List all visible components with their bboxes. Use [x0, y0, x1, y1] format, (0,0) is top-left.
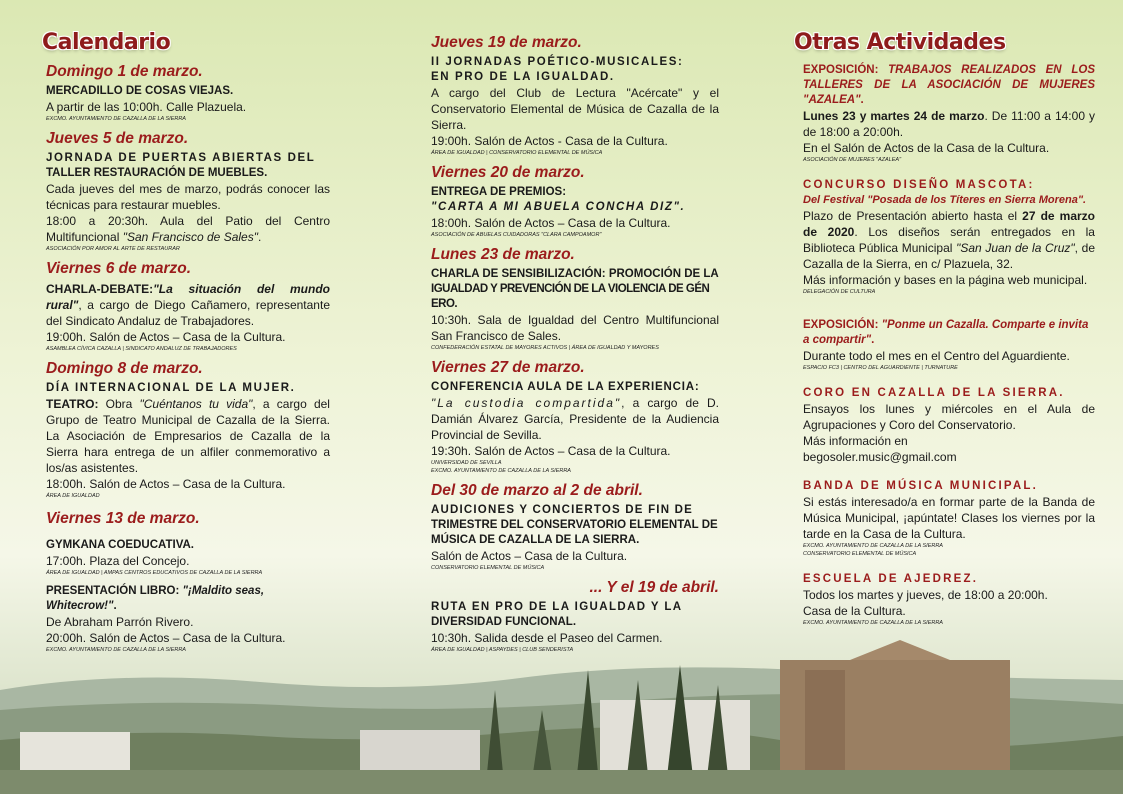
activity-title: ESCUELA DE AJEDREZ. — [803, 573, 979, 585]
label: EXPOSICIÓN: — [803, 319, 879, 331]
event-time-place: 19:00h. Salón de Actos – Casa de la Cultura. — [46, 330, 286, 344]
activity-body: Si estás interesado/a en formar parte de la Banda de Música Municipal, ¡apúntate! Clases los viernes por la tarde en la Casa de la Cultura. — [803, 495, 1095, 541]
event-organizer: ÁREA DE IGUALDAD | AMPAS CENTROS EDUCATIVOS DE CAZALLA DE LA SIERRA — [46, 570, 263, 576]
event-time-place: Salón de Actos – Casa de la Cultura. — [431, 549, 628, 563]
subtitle: "Ponme un Cazalla. Comparte e invita a compartir" — [803, 319, 1089, 346]
event-charla-debate — [38, 260, 330, 353]
teatro-label: TEATRO: — [46, 397, 99, 411]
conference-topic: "La custodia compartida" — [431, 396, 622, 410]
activity-info: Más información y bases en la página web municipal. — [803, 273, 1088, 287]
event-title: JORNADA DE PUERTAS ABIERTAS DEL — [46, 152, 316, 164]
activity-title: BANDA DE MÚSICA MUNICIPAL. — [803, 480, 1039, 492]
event-organizer: ÁREA DE IGUALDAD | CONSERVATORIO ELEMENTAL DE MÚSICA — [431, 150, 603, 156]
event-charla-sensibilizacion — [423, 246, 719, 352]
event-body — [46, 396, 330, 476]
event-organizer-2: EXCMO. AYUNTAMIENTO DE CAZALLA DE LA SIERRA — [431, 468, 571, 474]
activity-info: Más información en — [803, 434, 908, 448]
activity-place: Casa de la Cultura. — [803, 604, 906, 618]
event-entrega-premios — [423, 164, 719, 239]
venue-name: "San Francisco de Sales" — [122, 230, 258, 244]
event-presentacion-libro — [38, 584, 330, 654]
landscape-illustration — [0, 640, 1123, 794]
hours: . De 11:00 a 14:00 y de 18:00 a 20:00h. — [803, 109, 1095, 139]
event-date: Viernes 20 de marzo. — [431, 164, 585, 181]
event-time-place: 19:00h. Salón de Actos - Casa de la Cultura. — [431, 134, 668, 148]
event-date: ... Y el 19 de abril. — [589, 579, 719, 596]
activity-organizer-2: CONSERVATORIO ELEMENTAL DE MÚSICA — [803, 551, 917, 557]
event-title: CONFERENCIA AULA DE LA EXPERIENCIA: — [431, 381, 700, 393]
event-title: RUTA EN PRO DE LA IGUALDAD Y LA — [431, 601, 683, 613]
calendar-heading: Calendario — [42, 30, 171, 55]
event-organizer: ASOCIACIÓN DE ABUELAS CUIDADORAS "CLARA CAMPOAMOR" — [431, 232, 602, 238]
activity-title — [803, 63, 1095, 108]
text: , a cargo del Grupo de Teatro Municipal de Cazalla de la Sierra. La Asociación de Empresarios de Cazalla de la Sierra hara entrega de un alfiler conmemorativo a los/as asistentes. — [46, 397, 330, 475]
text: Obra — [98, 397, 140, 411]
period: . — [871, 334, 875, 346]
event-time-place: 19:30h. Salón de Actos – Casa de la Cultura. — [431, 444, 671, 458]
event-date: Domingo 8 de marzo. — [46, 360, 203, 377]
event-time: 18:00 a 20:30h. Aula del Patio del Centro Multifuncional — [46, 214, 330, 244]
calendar-column-1 — [38, 30, 330, 661]
event-date: Viernes 6 de marzo. — [46, 260, 192, 277]
activity-title: CONCURSO DISEÑO MASCOTA: — [803, 179, 1035, 191]
event-date: Viernes 27 de marzo. — [431, 359, 585, 376]
contact-email-link[interactable]: begosoler.music@gmail.com — [803, 450, 957, 464]
event-time-place: 20:00h. Salón de Actos – Casa de la Cultura. — [46, 631, 286, 645]
activity-subtitle: Del Festival "Posada de los Títeres en Sierra Morena". — [803, 194, 1087, 206]
activity-body — [803, 208, 1095, 272]
event-title: AUDICIONES Y CONCIERTOS DE FIN DE — [431, 504, 693, 516]
activity-body: Ensayos los lunes y miércoles en el Aula de Agrupaciones y Coro del Conservatorio. — [803, 402, 1095, 432]
event-organizer: CONFEDERACIÓN ESTATAL DE MAYORES ACTIVOS | ÁREA DE IGUALDAD Y MAYORES — [431, 345, 659, 351]
activity-title: CORO EN CAZALLA DE LA SIERRA. — [803, 387, 1065, 399]
event-time-place: 10:30h. Salida desde el Paseo del Carmen. — [431, 631, 663, 645]
event-time-place: 18:00h. Salón de Actos – Casa de la Cultura. — [46, 477, 286, 491]
book-title: "¡Maldito seas, Whitecrow!" — [46, 585, 265, 612]
other-activities-column — [790, 30, 1095, 641]
event-ruta — [423, 579, 719, 654]
event-audiciones — [423, 482, 719, 572]
event-date: Viernes 13 de marzo. — [46, 510, 200, 527]
event-title-line2: TALLER RESTAURACIÓN DE MUEBLES. — [46, 167, 268, 179]
text: , de Cazalla de la Sierra, en c/ Plazuela, 32. — [803, 241, 1095, 271]
event-conferencia — [423, 359, 719, 475]
event-author: De Abraham Parrón Rivero. — [46, 615, 194, 629]
event-mercadillo — [38, 63, 330, 123]
event-title-line2: EN PRO DE LA IGUALDAD. — [431, 71, 615, 83]
text: Plazo de Presentación abierto hasta el — [803, 209, 1023, 223]
title-label: PRESENTACIÓN LIBRO: — [46, 585, 180, 597]
event-speaker: , a cargo de Diego Cañamero, representante del Sindicato Andaluz de Trabajadores. — [46, 298, 330, 328]
period: . — [113, 600, 117, 612]
event-title: II JORNADAS POÉTICO-MUSICALES: — [431, 56, 684, 68]
event-title-line2: DIVERSIDAD FUNCIONAL. — [431, 616, 577, 628]
event-title-line2: TRIMESTRE DEL CONSERVATORIO ELEMENTAL DE — [431, 519, 718, 531]
event-date: Del 30 de marzo al 2 de abril. — [431, 482, 643, 499]
other-activities-heading: Otras Actividades — [794, 30, 1006, 55]
event-body: 17:00h. Plaza del Concejo. — [46, 554, 190, 568]
activity-exposicion-azalea — [790, 63, 1095, 164]
activity-coro — [790, 386, 1095, 465]
event-date: Jueves 5 de marzo. — [46, 130, 189, 147]
event-organizer: ÁREA DE IGUALDAD — [46, 493, 100, 499]
event-taller-restauracion — [38, 130, 330, 253]
activity-title — [803, 318, 1095, 348]
activity-concurso-mascota — [790, 178, 1095, 296]
event-title — [46, 584, 330, 614]
activity-organizer: ESPACIO FC3 | CENTRO DEL AGUARDIENTE | TURNATURE — [803, 365, 958, 371]
date-range: Lunes 23 y martes 24 de marzo — [803, 109, 985, 123]
library-name: "San Juan de la Cruz" — [956, 241, 1075, 255]
activity-body: Durante todo el mes en el Centro del Aguardiente. — [803, 349, 1070, 363]
label: EXPOSICIÓN: — [803, 64, 879, 76]
activity-organizer: EXCMO. AYUNTAMIENTO DE CAZALLA DE LA SIERRA — [803, 620, 943, 626]
activity-banda — [790, 479, 1095, 558]
activity-place: En el Salón de Actos de la Casa de la Cultura. — [803, 141, 1050, 155]
deadline: 27 de marzo de 2020 — [803, 209, 1095, 239]
period: . — [257, 230, 262, 244]
event-organizer: EXCMO. AYUNTAMIENTO DE CAZALLA DE LA SIERRA — [46, 116, 186, 122]
event-topic: "La situación del mundo rural" — [46, 282, 330, 312]
event-title-line2: IGUALDAD Y PREVENCIÓN DE LA VIOLENCIA DE GÉN ERO. — [431, 283, 710, 310]
event-title: ENTREGA DE PREMIOS: — [431, 186, 567, 198]
event-body — [46, 281, 330, 329]
event-title: GYMKANA COEDUCATIVA. — [46, 539, 195, 551]
text: . Los diseños serán entregados en la Biblioteca Pública Municipal — [803, 225, 1095, 255]
event-date: Lunes 23 de marzo. — [431, 246, 575, 263]
activity-exposicion-cazalla — [790, 318, 1095, 372]
subtitle: TRABAJOS REALIZADOS EN LOS TALLERES DE LA ASOCIACIÓN DE MUJERES "AZALEA" — [803, 64, 1095, 106]
event-title: CHARLA DE SENSIBILIZACIÓN: PROMOCIÓN DE LA — [431, 268, 719, 280]
contest-name: "CARTA A MI ABUELA CONCHA DIZ". — [431, 201, 686, 213]
event-time-place: 10:30h. Sala de Igualdad del Centro Multifuncional San Francisco de Sales. — [431, 313, 719, 343]
calendar-column-2 — [423, 34, 719, 661]
event-dia-mujer — [38, 360, 330, 500]
event-body: A partir de las 10:00h. Calle Plazuela. — [46, 100, 247, 114]
event-body — [431, 395, 719, 443]
event-body: A cargo del Club de Lectura "Acércate" y el Conservatorio Elemental de Música de Cazalla de la Sierra. — [431, 86, 719, 132]
event-title: DÍA INTERNACIONAL DE LA MUJER. — [46, 382, 296, 394]
period: . — [860, 94, 864, 106]
event-organizer: ÁREA DE IGUALDAD | ASPAYDES | CLUB SENDERISTA — [431, 647, 574, 653]
event-title: MERCADILLO DE COSAS VIEJAS. — [46, 85, 234, 97]
event-organizer: ASAMBLEA CÍVICA CAZALLA | SINDICATO ANDALUZ DE TRABAJADORES — [46, 346, 237, 352]
event-date: Jueves 19 de marzo. — [431, 34, 582, 51]
event-title-line3: MÚSICA DE CAZALLA DE LA SIERRA. — [431, 534, 640, 546]
event-title: CHARLA-DEBATE: — [46, 282, 154, 296]
event-organizer: CONSERVATORIO ELEMENTAL DE MÚSICA — [431, 565, 545, 571]
play-title: "Cuéntanos tu vida" — [139, 397, 253, 411]
activity-dates — [803, 108, 1095, 140]
activity-organizer: EXCMO. AYUNTAMIENTO DE CAZALLA DE LA SIERRA — [803, 543, 943, 549]
event-organizer: UNIVERSIDAD DE SEVILLA — [431, 460, 502, 466]
activity-body: Todos los martes y jueves, de 18:00 a 20:00h. — [803, 588, 1048, 602]
event-time-place: 18:00h. Salón de Actos – Casa de la Cultura. — [431, 216, 671, 230]
event-organizer: ASOCIACIÓN POR AMOR AL ARTE DE RESTAURAR — [46, 246, 180, 252]
event-time-place — [46, 213, 330, 245]
activity-ajedrez — [790, 572, 1095, 627]
activity-organizer: DELEGACIÓN DE CULTURA — [803, 289, 876, 295]
event-body: Cada jueves del mes de marzo, podrás conocer las técnicas para restaurar muebles. — [46, 182, 330, 212]
event-gymkana — [38, 510, 330, 577]
event-jornadas-poetico — [423, 34, 719, 157]
activity-organizer: ASOCIACIÓN DE MUJERES "AZALEA" — [803, 157, 902, 163]
event-organizer: EXCMO. AYUNTAMIENTO DE CAZALLA DE LA SIERRA — [46, 647, 186, 653]
event-speaker: , a cargo de D. Damián Álvarez García, Presidente de la Audiencia Provincial de Sevilla. — [431, 396, 719, 442]
event-date: Domingo 1 de marzo. — [46, 63, 203, 80]
